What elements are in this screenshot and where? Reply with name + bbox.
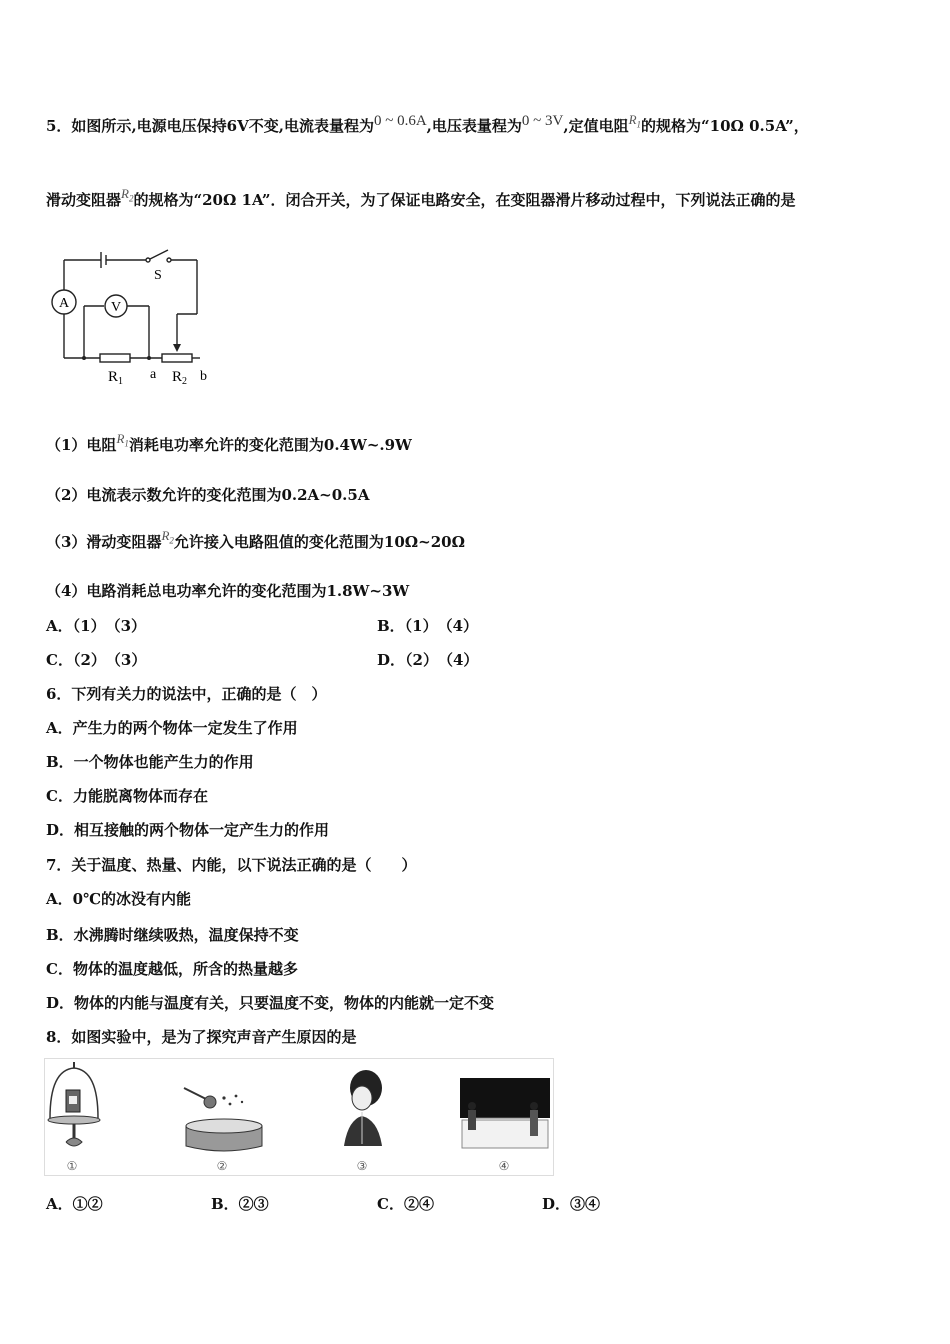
q5-text: ,定值电阻 [563, 117, 629, 135]
figure-label-4: ④ [498, 1159, 510, 1173]
q5-stem-line1 [46, 112, 809, 142]
q8-option-a[interactable]: A．①② [46, 1195, 103, 1213]
q5-statement-4: （4）电路消耗总电功率允许的变化范围为1.8W~3W [46, 582, 410, 600]
r1-symbol: $R_1$ [628, 112, 642, 130]
voltage-range: 0 ~ 3V [521, 113, 564, 129]
q5-stem-line2 [46, 186, 796, 216]
q5-text: 5．如图所示,电源电压保持6V不变,电流表量程为 [46, 117, 374, 135]
q6-stem: 6．下列有关力的说法中，正确的是（ ） [46, 685, 327, 703]
q8-option-c[interactable]: C．②④ [377, 1195, 434, 1213]
q8-stem: 8．如图实验中，是为了探究声音产生原因的是 [46, 1028, 357, 1046]
q6-option-b[interactable]: B．一个物体也能产生力的作用 [46, 753, 254, 771]
circuit-diagram [44, 244, 224, 388]
q5-text: ,电压表量程为 [426, 117, 522, 135]
q5-text: 的规格为“10Ω 0.5A”， [641, 117, 809, 135]
r2-symbol: $R_2$ [161, 528, 174, 546]
current-range: 0 ~ 0.6A [373, 113, 427, 129]
ammeter-label: A [58, 296, 70, 311]
r2-diagram-label: $R_2$ [172, 369, 188, 387]
q8-figure [44, 1058, 554, 1176]
point-a-label: a [150, 367, 157, 382]
q5-statement-2: （2）电流表示数允许的变化范围为0.2A~0.5A [46, 486, 370, 504]
q5-statement-3: （3）滑动变阻器$R_2$允许接入电路阻值的变化范围为10Ω~20Ω [46, 528, 465, 551]
figure-label-2: ② [216, 1159, 228, 1173]
q5-text: 滑动变阻器 [46, 191, 122, 209]
point-b-label: b [200, 369, 207, 384]
q7-stem: 7．关于温度、热量、内能，以下说法正确的是（ ） [46, 856, 417, 874]
voltmeter-label: V [110, 300, 122, 315]
r2-symbol: $R_2$ [121, 186, 134, 204]
switch-label: S [154, 268, 162, 283]
q5-option-b[interactable]: B．（1） （4） [377, 617, 479, 635]
q5-statement-1: （1）电阻$R_1$消耗电功率允许的变化范围为0.4W~.9W [46, 431, 412, 454]
classroom-illustration [460, 1078, 550, 1148]
q8-option-b[interactable]: B．②③ [211, 1195, 269, 1213]
q5-option-d[interactable]: D．（2） （4） [377, 651, 479, 669]
q5-text: 的规格为“20Ω 1A”．闭合开关，为了保证电路安全，在变阻器滑片移动过程中，下列说法正确的是 [133, 191, 796, 209]
q5-option-c[interactable]: C．（2） （3） [46, 651, 147, 669]
figure-label-1: ① [66, 1159, 78, 1173]
q6-option-d[interactable]: D．相互接触的两个物体一定产生力的作用 [46, 821, 330, 839]
r1-diagram-label: $R_1$ [108, 369, 124, 387]
q7-option-a[interactable]: A．0℃的冰没有内能 [46, 890, 192, 908]
q6-option-a[interactable]: A．产生力的两个物体一定发生了作用 [46, 719, 298, 737]
q7-option-d[interactable]: D．物体的内能与温度有关，只要温度不变，物体的内能就一定不变 [46, 994, 495, 1012]
q6-option-c[interactable]: C．力能脱离物体而存在 [46, 787, 208, 805]
q7-option-b[interactable]: B．水沸腾时继续吸热，温度保持不变 [46, 926, 299, 944]
r1-symbol: $R_1$ [116, 431, 129, 449]
figure-label-3: ③ [356, 1159, 368, 1173]
slider-arrow [173, 344, 181, 352]
q7-option-c[interactable]: C．物体的温度越低，所含的热量越多 [46, 960, 298, 978]
q8-option-d[interactable]: D．③④ [542, 1195, 601, 1213]
q5-option-a[interactable]: A．（1） （3） [46, 617, 147, 635]
